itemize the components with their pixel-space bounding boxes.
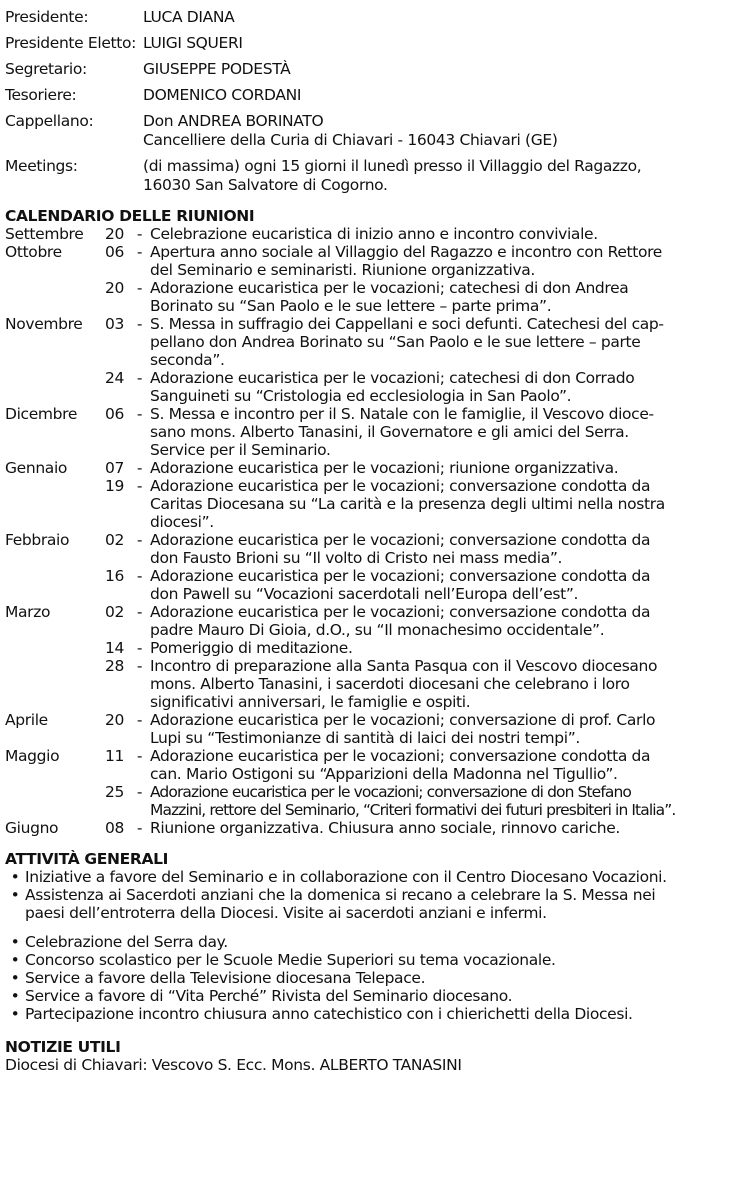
officer-value-line: LUIGI SQUERI: [143, 34, 243, 52]
bullet-icon: •: [10, 969, 20, 987]
officer-value: [143, 34, 729, 53]
calendar-text-line: Adorazione eucaristica per le vocazioni; conversazione di don Stefano: [150, 783, 631, 801]
calendar-text-line: Adorazione eucaristica per le vocazioni; conversazione condotta da: [150, 603, 651, 621]
calendar-text-line: Mazzini, rettore del Seminario, “Criteri formativi dei futuri presbiteri in Italia”.: [150, 801, 676, 819]
calendar-row: [5, 603, 729, 639]
calendar-text: [150, 405, 729, 459]
officer-label: Presidente:: [5, 8, 89, 26]
officer-label: Meetings:: [5, 157, 78, 175]
calendar-row: [5, 459, 729, 477]
calendar-text-line: Celebrazione eucaristica di inizio anno e incontro conviviale.: [150, 225, 598, 243]
calendar-text-line: seconda”.: [150, 351, 225, 369]
officer-value-line: LUCA DIANA: [143, 8, 235, 26]
calendar-text: [150, 459, 729, 477]
calendar-day: 20: [105, 225, 125, 243]
calendar-title: CALENDARIO DELLE RIUNIONI: [5, 207, 255, 225]
officer-value: [143, 8, 729, 27]
calendar-row: [5, 747, 729, 783]
calendar-text-line: Adorazione eucaristica per le vocazioni; riunione organizzativa.: [150, 459, 619, 477]
calendar-dash: -: [136, 783, 143, 801]
calendar-text-line: Lupi su “Testimonianze di santità di laici dei nostri tempi”.: [150, 729, 581, 747]
calendar-row: [5, 369, 729, 405]
calendar-text-line: diocesi”.: [150, 513, 214, 531]
bullet-icon: •: [10, 886, 20, 904]
officer-value-line: DOMENICO CORDANI: [143, 86, 302, 104]
calendar-row: [5, 279, 729, 315]
officer-row: [5, 86, 729, 105]
activities-list: [5, 868, 729, 1023]
calendar-dash: -: [136, 225, 143, 243]
calendar-dash: -: [136, 243, 143, 261]
calendar-dash: -: [136, 459, 143, 477]
officer-value-line: Don ANDREA BORINATO: [143, 112, 324, 130]
calendar-dash: -: [136, 567, 143, 585]
calendar-text: [150, 531, 729, 567]
calendar-dash: -: [136, 531, 143, 549]
calendar-text-line: Adorazione eucaristica per le vocazioni; catechesi di don Corrado: [150, 369, 635, 387]
calendar-dash: -: [136, 405, 143, 423]
document-page: [5, 8, 729, 1074]
officer-value: [143, 60, 729, 79]
calendar-text-line: del Seminario e seminaristi. Riunione organizzativa.: [150, 261, 535, 279]
calendar-text: [150, 639, 729, 657]
officer-value-line: (di massima) ogni 15 giorni il lunedì presso il Villaggio del Ragazzo,: [143, 157, 642, 175]
calendar-month: Novembre: [5, 315, 83, 333]
calendar-text: [150, 711, 729, 747]
calendar-day: 28: [105, 657, 125, 675]
activity-item: [5, 868, 729, 886]
calendar-text-line: sano mons. Alberto Tanasini, il Governatore e gli amici del Serra.: [150, 423, 629, 441]
officer-value-line: 16030 San Salvatore di Cogorno.: [143, 176, 388, 194]
calendar-row: [5, 243, 729, 279]
calendar-day: 02: [105, 603, 125, 621]
calendar-row: [5, 477, 729, 531]
calendar-month: Marzo: [5, 603, 51, 621]
calendar-month: Settembre: [5, 225, 84, 243]
calendar-text-line: Riunione organizzativa. Chiusura anno sociale, rinnovo cariche.: [150, 819, 620, 837]
calendar-text: [150, 225, 729, 243]
activity-text: [25, 987, 729, 1005]
calendar-month: Gennaio: [5, 459, 68, 477]
activities-bullet-list: [5, 933, 729, 1023]
calendar-month: Febbraio: [5, 531, 70, 549]
calendar-text-line: Adorazione eucaristica per le vocazioni; conversazione condotta da: [150, 567, 651, 585]
calendar-text: [150, 567, 729, 603]
calendar-month: Ottobre: [5, 243, 62, 261]
officer-label: Cappellano:: [5, 112, 94, 130]
officer-row: [5, 8, 729, 27]
officer-value: [143, 157, 729, 195]
officer-value: [143, 86, 729, 105]
calendar-month: [5, 657, 105, 711]
calendar-day: 07: [105, 459, 125, 477]
calendar-dash: -: [136, 657, 143, 675]
officer-row: [5, 34, 729, 53]
bullet-icon: •: [10, 951, 20, 969]
officer-row: [5, 157, 729, 195]
activity-text-line: Iniziative a favore del Seminario e in collaborazione con il Centro Diocesano Vocazioni.: [25, 868, 667, 886]
calendar-text-line: Apertura anno sociale al Villaggio del Ragazzo e incontro con Rettore: [150, 243, 662, 261]
activity-text: [25, 1005, 729, 1023]
calendar-month: Dicembre: [5, 405, 78, 423]
calendar-day: 14: [105, 639, 125, 657]
calendar-text-line: significativi anniversari, le famiglie e ospiti.: [150, 693, 471, 711]
calendar-month: Aprile: [5, 711, 48, 729]
calendar-text-line: Sanguineti su “Cristologia ed ecclesiologia in San Paolo”.: [150, 387, 572, 405]
activities-bullet-list: [5, 868, 729, 922]
calendar-day: 20: [105, 279, 125, 297]
notes-text: Diocesi di Chiavari: Vescovo S. Ecc. Mons. ALBERTO TANASINI: [5, 1056, 462, 1074]
calendar-text-line: Adorazione eucaristica per le vocazioni; conversazione condotta da: [150, 531, 651, 549]
bullet-icon: •: [10, 868, 20, 886]
calendar-text: [150, 279, 729, 315]
calendar-text-line: don Fausto Brioni su “Il volto di Cristo nei mass media”.: [150, 549, 563, 567]
activity-text: [25, 868, 729, 886]
activity-item: [5, 987, 729, 1005]
calendar-day: 08: [105, 819, 125, 837]
calendar-row: [5, 315, 729, 369]
notes-title: NOTIZIE UTILI: [5, 1038, 121, 1056]
activity-item: [5, 969, 729, 987]
bullet-icon: •: [10, 1005, 20, 1023]
calendar-day: 06: [105, 243, 125, 261]
activity-item: [5, 886, 729, 922]
calendar-day: 24: [105, 369, 125, 387]
calendar-text-line: Pomeriggio di meditazione.: [150, 639, 353, 657]
activity-text-line: Service a favore di “Vita Perché” Rivista del Seminario diocesano.: [25, 987, 513, 1005]
calendar-dash: -: [136, 603, 143, 621]
officer-value: [143, 112, 729, 150]
calendar-row: [5, 225, 729, 243]
calendar-text: [150, 657, 729, 711]
calendar-dash: -: [136, 279, 143, 297]
calendar-text: [150, 747, 729, 783]
calendar-text: [150, 477, 729, 531]
calendar-row: [5, 639, 729, 657]
calendar-text-line: Service per il Seminario.: [150, 441, 331, 459]
calendar-text-line: pellano don Andrea Borinato su “San Paolo e le sue lettere – parte: [150, 333, 641, 351]
calendar-row: [5, 783, 729, 819]
calendar-text-line: Borinato su “San Paolo e le sue lettere – parte prima”.: [150, 297, 552, 315]
calendar-row: [5, 711, 729, 747]
calendar-text-line: Adorazione eucaristica per le vocazioni; conversazione di prof. Carlo: [150, 711, 656, 729]
calendar-dash: -: [136, 711, 143, 729]
activity-item: [5, 951, 729, 969]
calendar-dash: -: [136, 819, 143, 837]
calendar-month: [5, 783, 105, 819]
calendar-month: [5, 639, 105, 657]
activity-item: [5, 933, 729, 951]
calendar-text-line: S. Messa in suffragio dei Cappellani e soci defunti. Catechesi del cap-: [150, 315, 664, 333]
activity-text-line: Assistenza ai Sacerdoti anziani che la domenica si recano a celebrare la S. Messa nei: [25, 886, 656, 904]
officer-label: Presidente Eletto:: [5, 34, 136, 52]
calendar-dash: -: [136, 477, 143, 495]
calendar-text-line: Caritas Diocesana su “La carità e la presenza degli ultimi nella nostra: [150, 495, 665, 513]
calendar-text: [150, 783, 729, 819]
calendar-text-line: Incontro di preparazione alla Santa Pasqua con il Vescovo diocesano: [150, 657, 658, 675]
calendar-text-line: Adorazione eucaristica per le vocazioni; catechesi di don Andrea: [150, 279, 629, 297]
calendar-dash: -: [136, 639, 143, 657]
calendar-row: [5, 531, 729, 567]
officer-label: Tesoriere:: [5, 86, 77, 104]
calendar-day: 03: [105, 315, 125, 333]
activity-item: [5, 1005, 729, 1023]
activity-text-line: Celebrazione del Serra day.: [25, 933, 228, 951]
calendar-list: [5, 225, 729, 837]
officer-value-line: GIUSEPPE PODESTÀ: [143, 60, 291, 78]
calendar-day: 16: [105, 567, 125, 585]
calendar-row: [5, 819, 729, 837]
calendar-row: [5, 657, 729, 711]
calendar-text: [150, 243, 729, 279]
activity-text-line: paesi dell’entroterra della Diocesi. Visite ai sacerdoti anziani e infermi.: [25, 904, 547, 922]
calendar-day: 19: [105, 477, 125, 495]
calendar-month: [5, 279, 105, 315]
activity-text: [25, 886, 729, 922]
activity-text: [25, 969, 729, 987]
activity-text-line: Partecipazione incontro chiusura anno catechistico con i chierichetti della Diocesi.: [25, 1005, 633, 1023]
calendar-dash: -: [136, 315, 143, 333]
calendar-text-line: Adorazione eucaristica per le vocazioni; conversazione condotta da: [150, 747, 651, 765]
calendar-dash: -: [136, 369, 143, 387]
officer-row: [5, 112, 729, 150]
officer-value-line: Cancelliere della Curia di Chiavari - 16043 Chiavari (GE): [143, 131, 558, 149]
calendar-text-line: mons. Alberto Tanasini, i sacerdoti diocesani che celebrano i loro: [150, 675, 630, 693]
calendar-text-line: can. Mario Ostigoni su “Apparizioni della Madonna nel Tigullio”.: [150, 765, 618, 783]
activities-title: ATTIVITÀ GENERALI: [5, 850, 169, 868]
calendar-text-line: don Pawell su “Vocazioni sacerdotali nell’Europa dell’est”.: [150, 585, 579, 603]
calendar-row: [5, 405, 729, 459]
officer-row: [5, 60, 729, 79]
activity-text-line: Concorso scolastico per le Scuole Medie Superiori su tema vocazionale.: [25, 951, 556, 969]
calendar-day: 02: [105, 531, 125, 549]
activity-text-line: Service a favore della Televisione diocesana Telepace.: [25, 969, 426, 987]
activity-text: [25, 933, 729, 951]
calendar-day: 06: [105, 405, 125, 423]
calendar-day: 20: [105, 711, 125, 729]
calendar-text: [150, 315, 729, 369]
calendar-text: [150, 819, 729, 837]
calendar-row: [5, 567, 729, 603]
calendar-text: [150, 603, 729, 639]
bullet-icon: •: [10, 933, 20, 951]
bullet-icon: •: [10, 987, 20, 1005]
calendar-text-line: padre Mauro Di Gioia, d.O., su “Il monachesimo occidentale”.: [150, 621, 605, 639]
calendar-day: 11: [105, 747, 125, 765]
officer-label: Segretario:: [5, 60, 87, 78]
calendar-day: 25: [105, 783, 125, 801]
calendar-text: [150, 369, 729, 405]
activity-text: [25, 951, 729, 969]
calendar-text-line: S. Messa e incontro per il S. Natale con le famiglie, il Vescovo dioce-: [150, 405, 654, 423]
officers-list: [5, 8, 729, 195]
calendar-month: [5, 567, 105, 603]
calendar-month: [5, 369, 105, 405]
calendar-month: [5, 477, 105, 531]
calendar-month: Maggio: [5, 747, 60, 765]
calendar-month: Giugno: [5, 819, 59, 837]
calendar-text-line: Adorazione eucaristica per le vocazioni; conversazione condotta da: [150, 477, 651, 495]
calendar-dash: -: [136, 747, 143, 765]
